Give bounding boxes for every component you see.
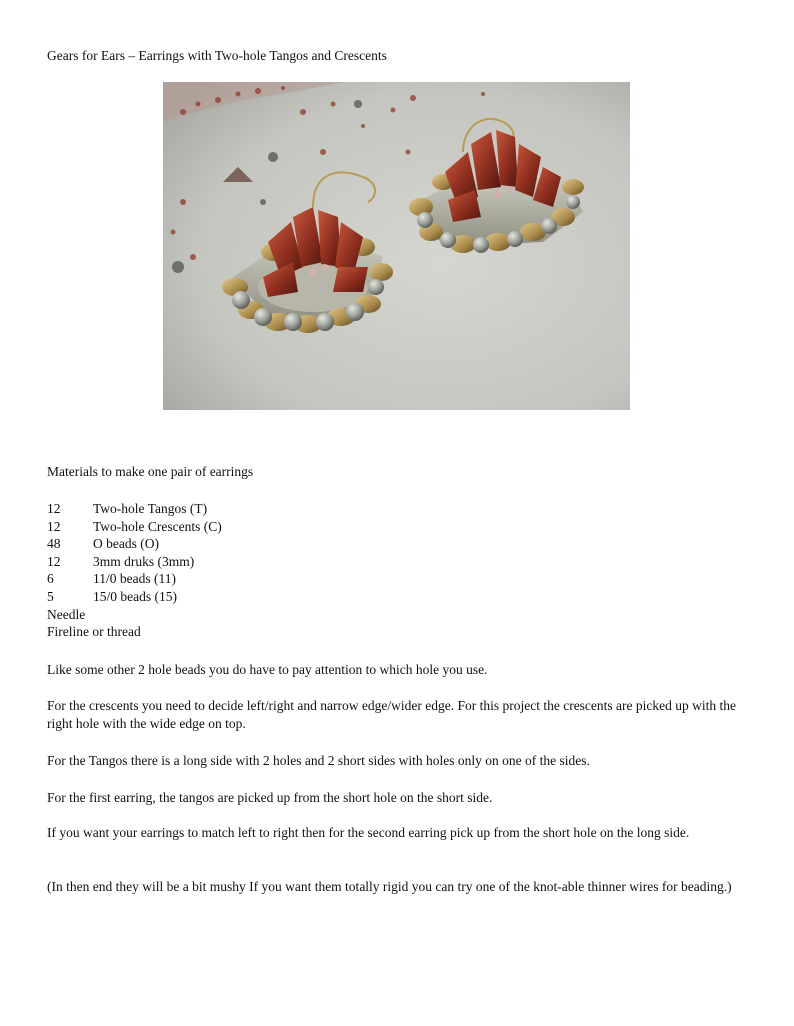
material-quantity: 6 [47,571,54,587]
material-name: O beads (O) [93,536,159,552]
material-name: Two-hole Crescents (C) [93,518,222,534]
material-quantity: 48 [47,536,61,552]
paragraph: For the crescents you need to decide left/right and narrow edge/wider edge. For this project the crescents are picked up with the right hole with the wide edge on top. [47,698,737,731]
material-quantity: 12 [47,501,61,516]
list-item [47,553,222,571]
list-item [47,535,222,553]
paragraph: For the Tangos there is a long side with 2 holes and 2 short sides with holes only on one of the sides. [47,753,590,768]
material-quantity: 5 [47,588,54,604]
materials-list [47,500,222,641]
material-quantity: 12 [47,518,61,534]
paragraph: If you want your earrings to match left to right then for the second earring pick up from the short hole on the long side. [47,825,690,840]
paragraph: For the first earring, the tangos are picked up from the short hole on the short side. [47,790,493,805]
paragraph: Like some other 2 hole beads you do have to pay attention to which hole you use. [47,662,488,677]
material-name: 15/0 beads (15) [93,588,177,604]
earrings-illustration [163,82,630,410]
list-item [47,518,222,536]
extra-item-thread: Fireline or thread [47,624,141,640]
material-name: 11/0 beads (11) [93,571,176,587]
material-quantity: 12 [47,553,61,569]
document-title: Gears for Ears – Earrings with Two-hole Tangos and Crescents [47,48,387,63]
list-item [47,570,222,588]
extra-item-needle: Needle [47,606,86,622]
materials-heading: Materials to make one pair of earrings [47,464,254,479]
paragraph: (In then end they will be a bit mushy If you want them totally rigid you can try one of the knot-able thinner wires for beading.) [47,879,732,894]
list-item [47,500,222,518]
list-item [47,588,222,606]
material-name: 3mm druks (3mm) [93,553,195,569]
earrings-photo [163,82,630,410]
material-name: Two-hole Tangos (T) [93,501,208,516]
